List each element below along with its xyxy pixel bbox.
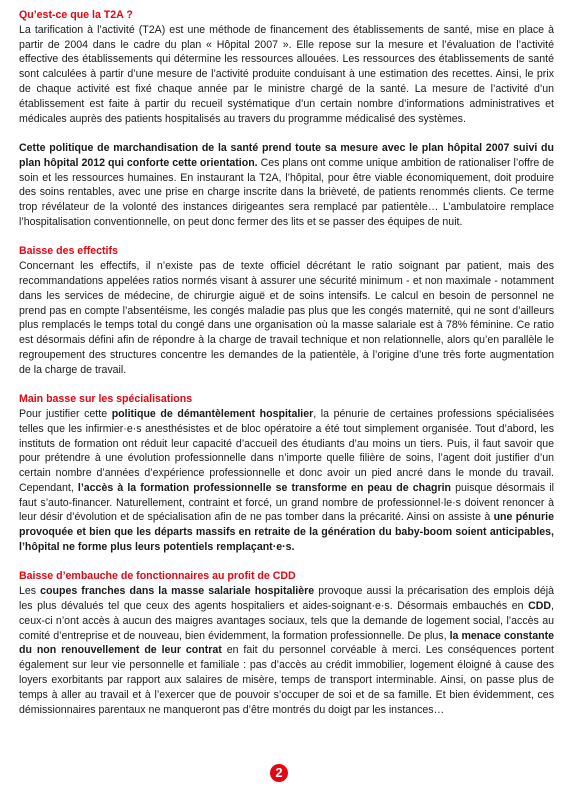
bold-cdd-2: CDD [528, 600, 552, 613]
page-number-badge: 2 [270, 764, 288, 782]
bold-spec-1: politique de démantèlement hospitalier [111, 407, 314, 420]
text-cdd-4: en fait du personnel corvéable à merci. Les conséquences portent également sur leur vie personnelle et familiale : pas d’accès au crédit immobilier, logement éloigné à cause des loyers exorbitants par rapport aux salaires de misère, temps de transport interminable. Ainsi, on passe plus de temps à aller au travail et à l’exercer que de pouvoir s’occuper de soi et de sa famille. Et bien évidemment, ces démissionnaires parentaux ne manqueront pas d’être montrés du doigt par les instances… [19, 644, 554, 716]
paragraph-marchandisation [19, 141, 554, 230]
section-title-cdd: Baisse d’embauche de fonctionnaires au profit de CDD [19, 570, 296, 583]
paragraph-t2a: La tarification à l’activité (T2A) est une méthode de financement des établissements de santé, mise en place à partir de 2004 dans le cadre du plan « Hôpital 2007 ». Elle repose sur la mesure et l’évaluation de l’activité effective des établissements qui détermine les ressources allouées. Les ressources des établissements de santé sont calculées à partir d’une mesure de l’activité produite conduisant à une estimation des recettes. Ainsi, le prix de chaque activité est fixé chaque année par le ministre chargé de la santé. La mesure de l’activité d’un établissement est faite à partir du recueil systématique d’un certain nombre d’informations administratives et médicales auprès des patients hospitalisés au travers du programme médicalisé des systèmes. [19, 23, 554, 125]
bold-cdd-3: la menace constante du non renouvellement de leur contrat [19, 629, 554, 657]
section-t2a [19, 8, 554, 126]
paragraph-effectifs: Concernant les effectifs, il n’existe pas de texte officiel décrétant le ratio soignant par patient, mais des recommandations appelées ratios normés visant à assurer une sécurité minimum - et non maximale - notamment dans les services de médecine, de chirurgie aiguë et de soins intensifs. Le calcul en besoin de personnel ne prend pas en compte l’absentéisme, les congés maladie pas plus que les congés maternité, qui ne sont d’ailleurs plus remplacés le temps total du congé dans une organisation où la masse salariale est à 78% féminine. Ce ratio est désormais défini afin de répondre à la charge de travail technique et non relationnelle, alors qu’en parallèle le regroupement des structures concentre les demandes de la patientèle, à l’origine d’une très forte augmentation de la charge de travail. [19, 260, 554, 376]
text-cdd-1: Les [19, 585, 41, 598]
text-spec-1: Pour justifier cette [19, 407, 112, 420]
bold-marchandisation: Cette politique de marchandisation de la santé prend toute sa mesure avec le plan hôpital 2007 suivi du plan hôpital 2012 qui conforte cette orientation. [19, 141, 554, 169]
bold-cdd-1: coupes franches dans la masse salariale hospitalière [40, 585, 315, 598]
text-cdd-3: , ceux-ci n’ont accès à aucun des maigres avantages sociaux, tels que la demande de logement social, l’accès au comité d’entreprise et de nouveau, bien évidemment, la formation professionnelle. De plus, [19, 600, 554, 642]
section-title-specialisations: Main basse sur les spécialisations [19, 393, 193, 406]
section-cdd [19, 569, 554, 717]
section-title-t2a: Qu’est-ce que la T2A ? [19, 9, 133, 21]
bold-spec-3: une pénurie provoquée et bien que les départs massifs en retraite de la génération du baby-boom soient anticipables, l’hôpital ne forme plus leurs potentiels remplaçant·e·s. [19, 511, 554, 554]
text-spec-2: , la pénurie de certaines professions spécialisées telles que les infirmier·e·s anesthésistes et de bloc opératoire a été tout simplement organisée. Tout d’abord, les instituts de formation ont réduit leur capacité d’accueil des étudiants d’au moins un tiers. Puis, il faut savoir que pour prétendre à une évolution professionnelle dans n’importe quelle filière de soins, l’agent doit justifier d’un certain nombre d’années d’expérience professionnelle et donc avoir un pied ancré dans le monde du travail. Cependant, [19, 407, 554, 494]
section-effectifs [19, 244, 554, 377]
paragraph-specialisations [19, 407, 554, 555]
section-title-effectifs: Baisse des effectifs [19, 245, 118, 258]
text-marchandisation: Ces plans ont comme unique ambition de rationaliser l’offre de soin et les ressources humaines. En instaurant la T2A, l’hôpital, pour être viable économiquement, doit produire des soins rentables, avec une prise en charge inscrite dans la brièveté, de patients renommés clients. Ce terme trop révélateur de la volonté des instances dirigeantes sera remplacé par patientèle… L’ambulatoire remplace l’hospitalisation conventionnelle, on peut donc fermer des lits et se passer des équipes de nuit. [19, 156, 555, 228]
bold-spec-2: l’accès à la formation professionnelle se transforme en peau de chagrin [77, 481, 451, 494]
paragraph-cdd [19, 584, 554, 717]
text-cdd-2: provoque aussi la précarisation des emplois déjà les plus dévalués tel que ceux des agents hospitaliers et aides-soignant·e·s. Désormais embauchés en [19, 585, 554, 613]
document-page [19, 8, 554, 717]
section-marchandisation [19, 141, 554, 230]
section-specialisations [19, 392, 554, 555]
text-spec-3: puisque désormais il faut s’auto-financer. Naturellement, contraint et forcé, un grand nombre de professionnel·le·s doivent renoncer à leur désir d’évolution et de spécialisation afin de ne pas tomber dans la précarité. Ainsi on assiste à [19, 481, 554, 524]
